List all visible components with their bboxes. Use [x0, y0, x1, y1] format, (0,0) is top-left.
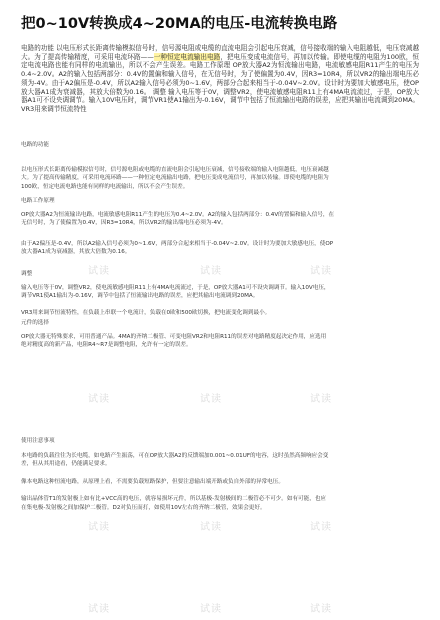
page-title: 把0~10V转换成4~20MA的电压-电流转换电路	[21, 16, 338, 32]
watermark: 试读	[200, 394, 222, 405]
section-heading-notes: 使用注意事项	[21, 438, 55, 444]
text-line: 输入电压等于0V，调整VR2，使电流敏感电阻R11上有4MA电流流过，于是，OP放大器A1可不设央调调节。输入10V电压，	[21, 285, 330, 291]
text-line: 绝对精度高的新产品，电阻R4~R7是调整电阻，允许有一定的误差。	[21, 342, 192, 349]
section-body-principle	[21, 211, 419, 257]
watermark: 试读	[310, 394, 332, 405]
watermark: 试读	[310, 522, 332, 533]
text-line: 本电路的负载往往为长电缆，如电路产生振荡，可在OP放大器A2的反馈端加0.001~0.01UF的电容，这时虽然高频响应会变	[21, 453, 329, 459]
section-heading-adjust: 调整	[21, 271, 33, 277]
watermark: 试读	[200, 522, 222, 533]
text-line: 像本电路这种恒流电路，从原理上看，不需要负载短路保护，但要注意输出端开路或负自外部的异常电压。	[21, 478, 284, 485]
text-line: 差，但从其用途看，仍能满足要求。	[21, 461, 111, 468]
intro-text-2: ，把电压变成电流信号，再加以传输。即使电缆的电阻为100欧，恒定电流电路也能有同样的电流输出，所以不会产生误差。电路工作原理 OP放大器A2为恒流输出电路，电流敏感电阻R11产生的电压为0.4~2.0V。A2的输入包括两部分：0.4V的置偏和输入信号，在无信号时，为了使偏置为0.4V，因R3=10R4，所以VR2的输出端电压必须为-4V。由于A2偏压是-0.4V，所以A2输入信号必须为0~1.6V，两部分合起来相当于-0.04V~2.0V。设计时为要加大敏感电压，使OP放大器A1成为衰减器，其放大倍数为0.16。 调整 输入电压等于0V，调整VR2，使电流敏感电阻R11上有4MA电流流过，于是，OP放大器A1可不设央调调节。输入10V电压时，调节VR1使A1输出为-0.16V，调节中包括了恒流输出电路的误差，应把其输出电流调到20MA。 VR3用来调节恒流特性	[21, 52, 419, 113]
text-line: 由于A2偏压是-0.4V，所以A2输入信号必须为0~1.6V，两部分合起来相当于-0.04V~2.0V。设计时为要加大敏感电压，使OP	[21, 240, 334, 247]
intro-text-1: 电路的功能 以电压形式长距离传输模拟信号时，信号源电阻或电缆的直流电阻会引起电压衰减，信号接收端的输入电阻越低，电压衰减越大。为了提高传输精度，可采用电流环路——	[21, 44, 419, 61]
text-line: 放大器A1成为衰减器，其放大倍数为0.16。	[21, 249, 131, 256]
text-line: 以电压形式长距离传输模拟信号时，信号源电阻或电缆的直流电阻会引起电压衰减，信号接收端的输入电阻越低，电压衰减越	[21, 167, 329, 173]
section-body-function	[21, 166, 419, 191]
text-line: OP放大器A2为恒流输出电路，电流敏感电阻R11产生的电压为0.4~2.0V。A2的输入包括两部分：0.4V的置偏和输入信号，在	[21, 212, 335, 218]
text-line: VR3用来调节恒流特性，在负载上串联一个电流计，负载在0欧和500欧切换，把电流变化调到最小。	[21, 309, 271, 316]
section-heading-parts: 元件的选择	[21, 320, 49, 326]
text-line: 在集电极-发射极之间加保护二极管。D2对负压而打，如使用10V左右的齐纳二极管，效果会更好。	[21, 504, 266, 511]
text-line: 输出晶体管T1的发射极上如有比+VCC高的电压，就容易损坏元件，所以基极-发射极间的二极管必不可少。如有可能，也应	[21, 496, 327, 503]
watermark: 试读	[200, 604, 222, 615]
watermark: 试读	[310, 266, 332, 277]
section-heading-principle: 电路工作原理	[21, 198, 55, 204]
intro-highlight: 一种恒定电流输出电路	[153, 52, 221, 61]
watermark: 试读	[200, 266, 222, 277]
intro-paragraph	[21, 44, 419, 114]
text-line: 调节VR1使A1输出为-0.16V，调节中包括了恒流输出电路的误差，应把其输出电流调到20MA。	[21, 293, 259, 300]
watermark: 试读	[88, 522, 110, 533]
section-body-parts	[21, 333, 419, 350]
text-line: OP放大器无特殊要求，可用普通产品。4MA的齐纳二极管、可变电阻VR2和电阻R11的误差对电路精度起决定作用，应选用	[21, 334, 327, 340]
section-heading-function: 电路的功能	[21, 142, 49, 148]
text-line: 无信号时，为了使偏置为0.4V，因R3=10R4，所以VR2的输出端电压必须为-4V。	[21, 220, 227, 227]
text-line: 大。为了提高传输精度，可采用电流环路——一种恒定电流输出电路，把电压变成电流信号，再加以传输。即使电缆的电阻为	[21, 175, 329, 182]
section-body-adjust	[21, 284, 419, 317]
watermark: 试读	[88, 604, 110, 615]
watermark: 试读	[310, 604, 332, 615]
watermark: 试读	[88, 266, 110, 277]
watermark: 试读	[88, 394, 110, 405]
text-line: 100欧，恒定电流电路也能有同样的电流输出，所以不会产生误差。	[21, 183, 189, 190]
section-body-notes	[21, 452, 419, 512]
